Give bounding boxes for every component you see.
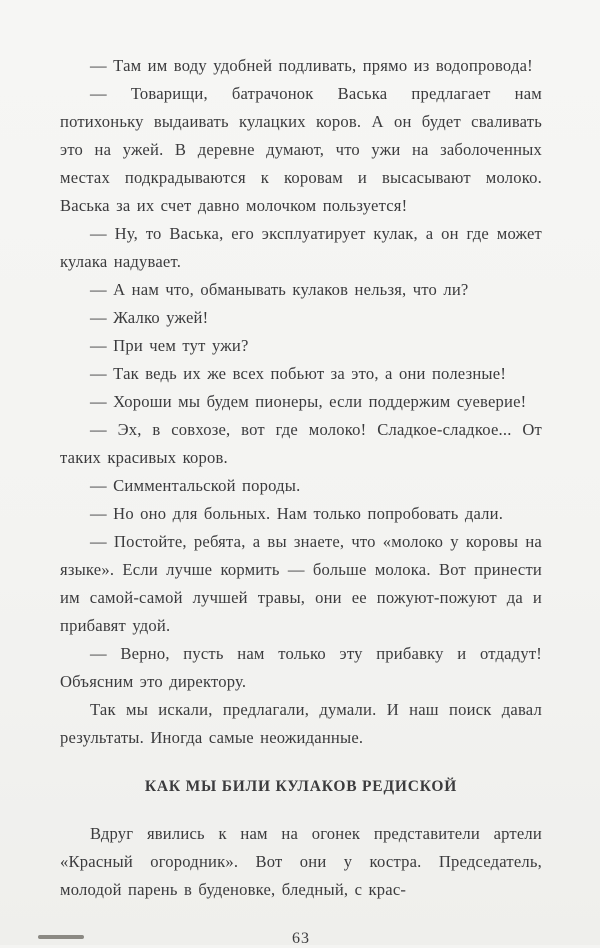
text-block-1 <box>60 52 542 752</box>
paragraph: — Так ведь их же всех побьют за это, а они полезные! <box>90 364 507 383</box>
page-number: 63 <box>292 930 310 947</box>
paragraph: — А нам что, обманывать кулаков нельзя, что ли? <box>90 280 469 299</box>
paragraph: — Товарищи, батрачонок Васька предлагает нам потихоньку выдаивать кулацких коров. А он будет сваливать это на ужей. В деревне думают, что ужи на заболоченных местах подкрадываются к коровам и высасывают молоко. Васька за их счет давно молочком пользуется! <box>60 84 542 215</box>
paragraph: — Постойте, ребята, а вы знаете, что «молоко у коровы на языке». Если лучше кормить — больше молока. Вот принести им самой-самой лучшей травы, они ее пожуют-пожуют да и прибавят удой. <box>60 532 542 635</box>
paragraph: — Жалко ужей! <box>90 308 209 327</box>
paragraph: — Ну, то Васька, его эксплуатирует кулак, а он где может кулака надувает. <box>60 224 542 271</box>
paragraph: — Там им воду удобней подливать, прямо из водопровода! <box>90 56 533 75</box>
paragraph: — Хороши мы будем пионеры, если поддержим суеверие! <box>90 392 527 411</box>
paragraph: — Симментальской породы. <box>90 476 301 495</box>
paragraph: — Верно, пусть нам только эту прибавку и отдадут! Объясним это директору. <box>60 644 542 691</box>
section-heading: КАК МЫ БИЛИ КУЛАКОВ РЕДИСКОЙ <box>144 778 458 795</box>
paragraph: Вдруг явились к нам на огонек представители артели «Красный огородник». Вот они у костра. Председатель, молодой парень в буденовке, бледный, с крас- <box>60 824 542 899</box>
paragraph: — При чем тут ужи? <box>90 336 249 355</box>
text-block-2 <box>60 820 542 904</box>
paragraph: — Но оно для больных. Нам только попробовать дали. <box>90 504 504 523</box>
paragraph: Так мы искали, предлагали, думали. И наш поиск давал результаты. Иногда самые неожиданные. <box>60 700 542 747</box>
scan-artifact <box>38 935 84 939</box>
paragraph: — Эх, в совхозе, вот где молоко! Сладкое-сладкое... От таких красивых коров. <box>60 420 542 467</box>
